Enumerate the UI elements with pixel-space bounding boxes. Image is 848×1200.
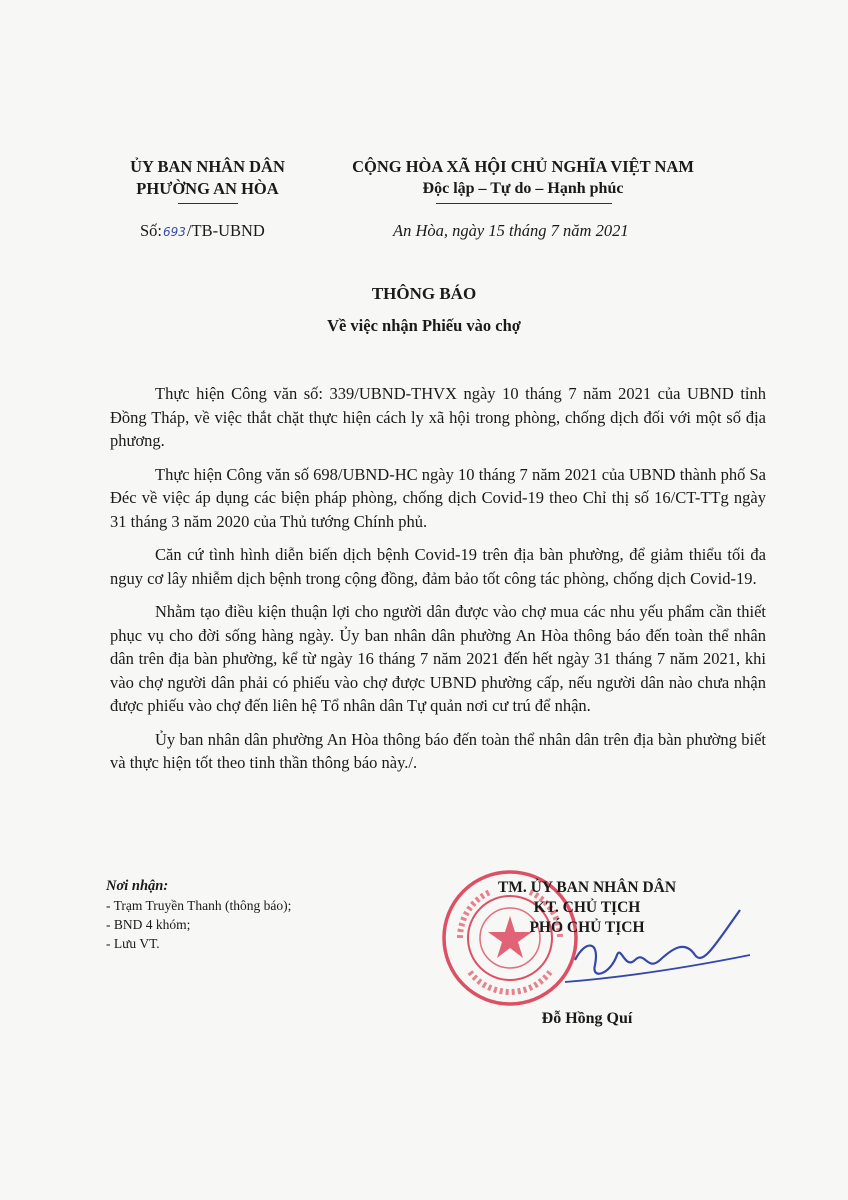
body-paragraph: Thực hiện Công văn số 698/UBND-HC ngày 10 tháng 7 năm 2021 của UBND thành phố Sa Đéc về việc áp dụng các biện pháp phòng, chống dịch Covid-19 theo Chỉ thị số 16/CT-TTg ngày 31 tháng 3 năm 2020 của Thủ tướng Chính phủ. bbox=[110, 464, 766, 531]
signature-line-1: TM. ỦY BAN NHÂN DÂN bbox=[497, 879, 677, 896]
body-paragraph: Căn cứ tình hình diễn biến dịch bệnh Covid-19 trên địa bàn phường, để giảm thiểu tối đa nguy cơ lây nhiễm dịch bệnh trong cộng đồng, đảm bảo tốt công tác phòng, chống dịch Covid-19. bbox=[110, 545, 766, 588]
agency-line-1: ỦY BAN NHÂN DÂN bbox=[130, 157, 285, 176]
signature-line-3: PHÓ CHỦ TỊCH bbox=[529, 919, 645, 936]
nation-line-1: CỘNG HÒA XÃ HỘI CHỦ NGHĨA VIỆT NAM bbox=[352, 157, 694, 176]
document-title: THÔNG BÁO bbox=[371, 284, 477, 303]
signer-name: Đỗ Hồng Quí bbox=[541, 1010, 633, 1027]
recipients-block bbox=[106, 877, 396, 953]
doc-number-handwritten: 693 bbox=[163, 225, 186, 239]
motto-underline bbox=[436, 203, 612, 204]
national-heading bbox=[318, 156, 728, 200]
body-paragraph: Ủy ban nhân dân phường An Hòa thông báo đến toàn thể nhân dân trên địa bàn phường biết và thực hiện tốt theo tinh thần thông báo này./. bbox=[110, 729, 766, 772]
document-body bbox=[110, 382, 766, 785]
handwritten-signature-icon bbox=[555, 900, 755, 995]
body-paragraph: Thực hiện Công văn số: 339/UBND-THVX ngày 10 tháng 7 năm 2021 của UBND tỉnh Đồng Tháp, về việc thắt chặt thực hiện cách ly xã hội trong phòng, chống dịch đối với một số địa phương. bbox=[110, 384, 766, 450]
body-paragraph: Nhằm tạo điều kiện thuận lợi cho người dân được vào chợ mua các nhu yếu phẩm cần thiết phục vụ cho đời sống hàng ngày. Ủy ban nhân dân phường An Hòa thông báo đến toàn thể nhân dân trên địa bàn phường, kể từ ngày 16 tháng 7 năm 2021 đến hết ngày 31 tháng 7 năm 2021, khi vào chợ người dân phải có phiếu vào chợ được UBND phường cấp, nếu người dân nào chưa nhận được phiếu vào chợ đến liên hệ Tổ nhân dân Tự quản nơi cư trú để nhận. bbox=[110, 602, 766, 715]
recipient-item: - BND 4 khóm; bbox=[106, 917, 191, 932]
place-date: An Hòa, ngày 15 tháng 7 năm 2021 bbox=[393, 221, 629, 240]
issuing-agency bbox=[100, 156, 315, 200]
recipient-item: - Trạm Truyền Thanh (thông báo); bbox=[106, 898, 292, 913]
document-subtitle: Về việc nhận Phiếu vào chợ bbox=[327, 316, 521, 335]
agency-underline bbox=[178, 203, 238, 204]
agency-line-2: PHƯỜNG AN HÒA bbox=[136, 179, 279, 198]
recipient-item: - Lưu VT. bbox=[106, 936, 160, 951]
signature-line-2: KT. CHỦ TỊCH bbox=[533, 899, 641, 916]
recipients-title: Nơi nhận: bbox=[106, 878, 169, 894]
nation-motto: Độc lập – Tự do – Hạnh phúc bbox=[422, 180, 624, 197]
doc-number-prefix: Số: bbox=[140, 221, 163, 240]
doc-number-suffix: /TB-UBND bbox=[186, 221, 265, 240]
document-number bbox=[140, 221, 265, 241]
